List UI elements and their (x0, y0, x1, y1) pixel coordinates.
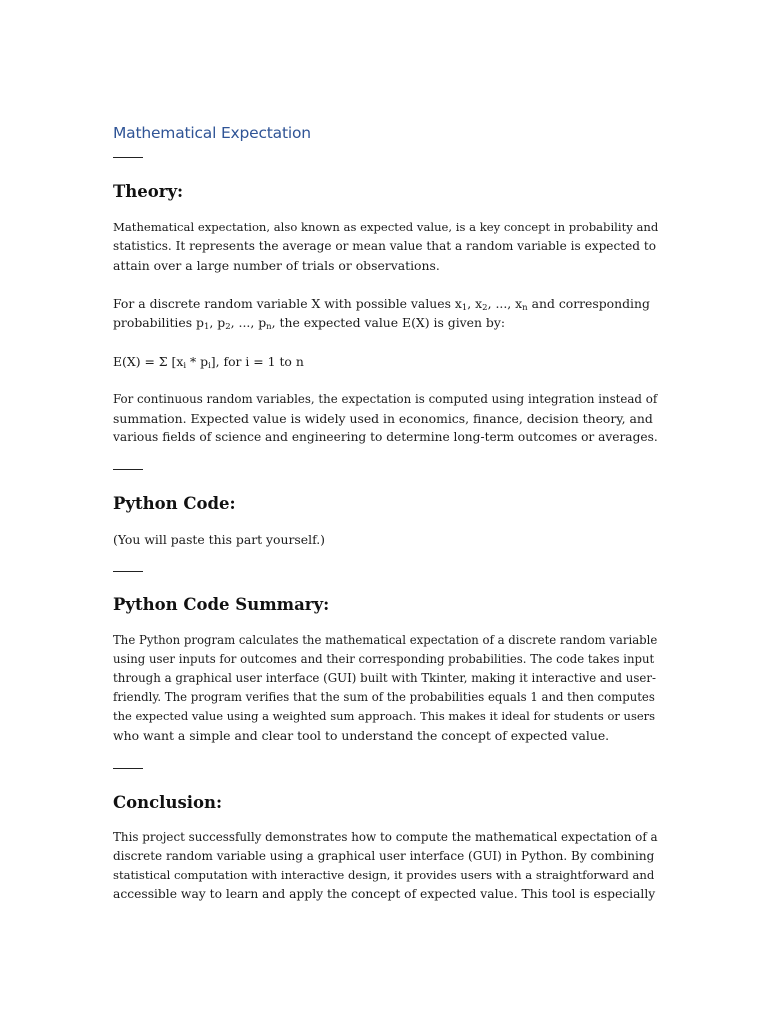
section-divider (113, 768, 143, 769)
python-code-note (113, 530, 658, 549)
text-line: through a graphical user interface (GUI) built with Tkinter, making it interactive and user- (113, 671, 657, 685)
text-line: friendly. The program verifies that the sum of the probabilities equals 1 and then computes (113, 690, 655, 704)
section-divider (113, 469, 143, 470)
text-line: summation. Expected value is widely used in economics, finance, decision theory, and (113, 411, 653, 426)
text-line: various fields of science and engineering to determine long-term outcomes or averages. (113, 430, 658, 444)
section-divider (113, 157, 143, 158)
section-divider (113, 571, 143, 572)
text-line: attain over a large number of trials or observations. (113, 258, 440, 273)
text-line: statistical computation with interactive design, it provides users with a straightforward and (113, 868, 655, 882)
expectation-formula (113, 352, 658, 371)
summary-paragraph (113, 631, 658, 745)
text-line: (You will paste this part yourself.) (113, 532, 325, 547)
text-line: For a discrete random variable X with possible values $x_1$, $x_2$, ..., $x_n$ and corresponding (113, 296, 650, 313)
summary-heading: Python Code Summary: (113, 595, 330, 614)
theory-paragraph-2 (113, 294, 658, 332)
document-title: Mathematical Expectation (113, 124, 311, 142)
text-line: The Python program calculates the mathematical expectation of a discrete random variable (113, 633, 658, 647)
python-code-heading: Python Code: (113, 494, 236, 513)
text-line: statistics. It represents the average or mean value that a random variable is expected to (113, 239, 656, 253)
conclusion-paragraph (113, 828, 658, 904)
text-line: using user inputs for outcomes and their corresponding probabilities. The code takes input (113, 652, 655, 666)
theory-paragraph-1 (113, 218, 658, 275)
text-line: accessible way to learn and apply the concept of expected value. This tool is especially (113, 887, 656, 901)
text-line: This project successfully demonstrates how to compute the mathematical expectation of a (113, 830, 658, 844)
text-line: the expected value using a weighted sum approach. This makes it ideal for students or users (113, 709, 656, 723)
theory-heading: Theory: (113, 182, 184, 201)
text-line: who want a simple and clear tool to understand the concept of expected value. (113, 728, 610, 743)
text-line: E(X) = Σ $[x_i * p_i]$, for i = 1 to n (113, 354, 304, 371)
text-line: probabilities $p_1$, $p_2$, ..., $p_n$, the expected value E(X) is given by: (113, 315, 506, 332)
text-line: discrete random variable using a graphical user interface (GUI) in Python. By combining (113, 849, 655, 863)
text-line: For continuous random variables, the expectation is computed using integration instead of (113, 392, 658, 406)
conclusion-heading: Conclusion: (113, 793, 223, 812)
text-line: Mathematical expectation, also known as expected value, is a key concept in probability and (113, 220, 659, 234)
theory-paragraph-3 (113, 390, 658, 447)
